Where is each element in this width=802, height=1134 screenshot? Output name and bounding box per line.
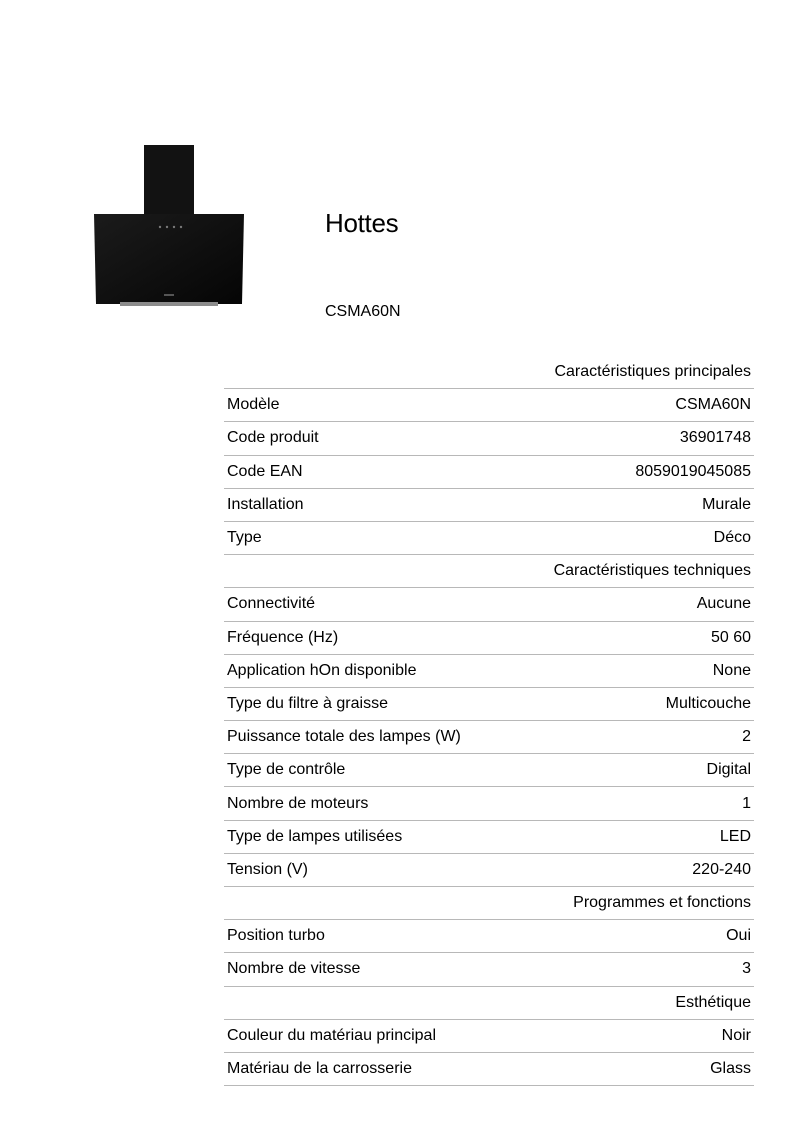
spec-table <box>224 356 754 1086</box>
spec-value: Murale <box>576 488 754 521</box>
table-row <box>224 1052 754 1085</box>
range-hood-image <box>90 140 250 312</box>
spec-value: 50 60 <box>576 621 754 654</box>
spec-label: Fréquence (Hz) <box>224 621 576 654</box>
section-heading: Caractéristiques techniques <box>224 555 754 588</box>
spec-value: 220-240 <box>576 853 754 886</box>
page-title: Hottes <box>325 208 399 238</box>
table-row <box>224 588 754 621</box>
section-header-row <box>224 555 754 588</box>
table-row <box>224 389 754 422</box>
table-row <box>224 488 754 521</box>
spec-value: None <box>576 654 754 687</box>
section-heading: Programmes et fonctions <box>224 887 754 920</box>
section-header-row <box>224 356 754 389</box>
section-header-row <box>224 887 754 920</box>
spec-label: Modèle <box>224 389 576 422</box>
spec-label: Code produit <box>224 422 576 455</box>
model-code: CSMA60N <box>325 303 401 320</box>
spec-value: Oui <box>576 920 754 953</box>
table-row <box>224 687 754 720</box>
table-row <box>224 754 754 787</box>
spec-value: LED <box>576 820 754 853</box>
spec-value: 8059019045085 <box>576 455 754 488</box>
spec-value: Noir <box>576 1019 754 1052</box>
section-header-row <box>224 986 754 1019</box>
spec-label: Nombre de vitesse <box>224 953 576 986</box>
table-row <box>224 521 754 554</box>
spec-label: Matériau de la carrosserie <box>224 1052 576 1085</box>
table-row <box>224 621 754 654</box>
spec-value: Déco <box>576 521 754 554</box>
spec-label: Connectivité <box>224 588 576 621</box>
spec-value: 36901748 <box>576 422 754 455</box>
spec-value: 2 <box>576 721 754 754</box>
spec-value: 1 <box>576 787 754 820</box>
spec-label: Installation <box>224 488 576 521</box>
section-heading: Esthétique <box>224 986 754 1019</box>
table-row <box>224 721 754 754</box>
table-row <box>224 1019 754 1052</box>
spec-label: Code EAN <box>224 455 576 488</box>
spec-value: Multicouche <box>576 687 754 720</box>
spec-label: Puissance totale des lampes (W) <box>224 721 576 754</box>
spec-label: Tension (V) <box>224 853 576 886</box>
spec-label: Application hOn disponible <box>224 654 576 687</box>
spec-value: Digital <box>576 754 754 787</box>
spec-label: Type <box>224 521 576 554</box>
spec-label: Type de lampes utilisées <box>224 820 576 853</box>
spec-label: Type de contrôle <box>224 754 576 787</box>
table-row <box>224 853 754 886</box>
spec-label: Position turbo <box>224 920 576 953</box>
spec-value: CSMA60N <box>576 389 754 422</box>
spec-value: Glass <box>576 1052 754 1085</box>
spec-table-body <box>224 356 754 1086</box>
table-row <box>224 953 754 986</box>
table-row <box>224 422 754 455</box>
table-row <box>224 820 754 853</box>
table-row <box>224 654 754 687</box>
spec-value: Aucune <box>576 588 754 621</box>
table-row <box>224 920 754 953</box>
spec-value: 3 <box>576 953 754 986</box>
spec-label: Type du filtre à graisse <box>224 687 576 720</box>
spec-label: Nombre de moteurs <box>224 787 576 820</box>
table-row <box>224 787 754 820</box>
spec-label: Couleur du matériau principal <box>224 1019 576 1052</box>
section-heading: Caractéristiques principales <box>224 356 754 389</box>
table-row <box>224 455 754 488</box>
